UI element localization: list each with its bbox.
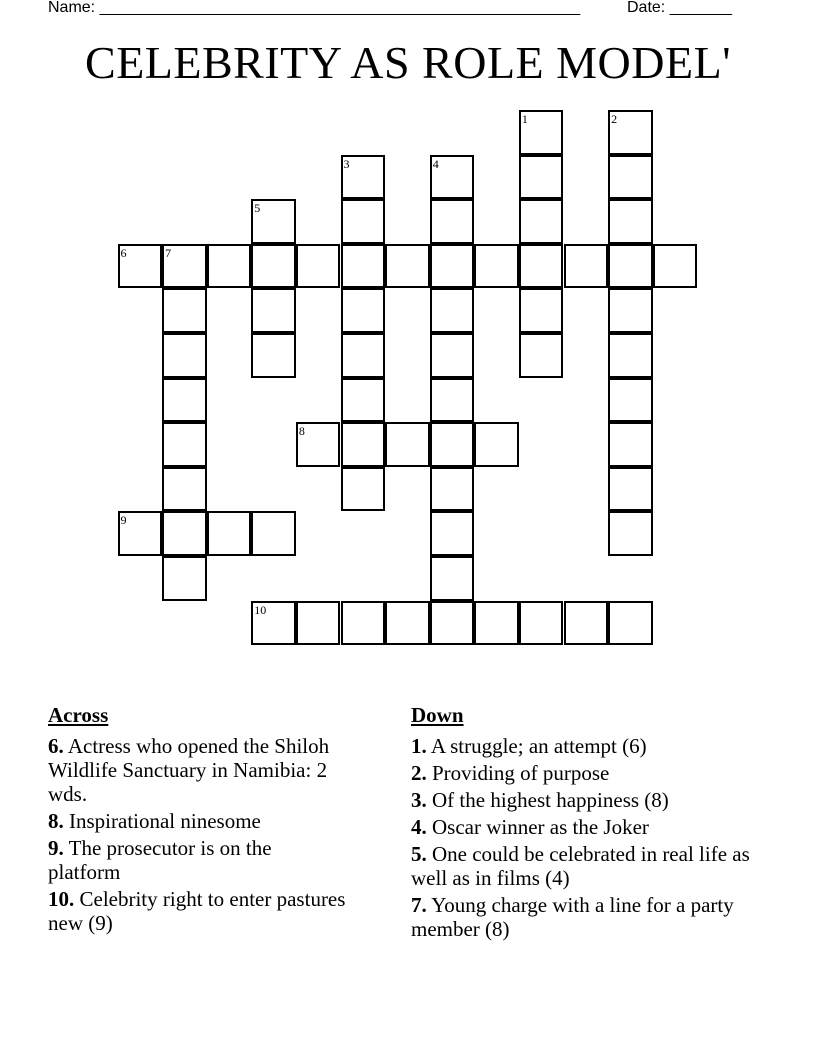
clue-number: 1. (411, 734, 427, 758)
grid-cell[interactable] (162, 556, 207, 601)
grid-cell[interactable] (162, 511, 207, 556)
down-clue (411, 788, 751, 812)
grid-cell[interactable] (251, 601, 296, 646)
grid-cell[interactable] (608, 155, 653, 200)
grid-cell[interactable] (430, 467, 475, 512)
down-clue (411, 842, 751, 890)
across-clue (48, 887, 348, 935)
grid-cell[interactable] (430, 601, 475, 646)
grid-cell[interactable] (118, 511, 163, 556)
clue-number: 4. (411, 815, 427, 839)
grid-cell[interactable] (251, 199, 296, 244)
grid-cell[interactable] (341, 378, 386, 423)
grid-cell[interactable] (162, 467, 207, 512)
grid-cell[interactable] (430, 244, 475, 289)
grid-cell[interactable] (296, 601, 341, 646)
grid-cell[interactable] (430, 199, 475, 244)
grid-cell[interactable] (385, 244, 430, 289)
grid-cell[interactable] (162, 378, 207, 423)
grid-cell[interactable] (207, 244, 252, 289)
grid-cell[interactable] (608, 378, 653, 423)
grid-cell[interactable] (430, 155, 475, 200)
grid-cell[interactable] (608, 244, 653, 289)
cell-number: 4 (432, 156, 439, 171)
across-clues (48, 703, 348, 938)
grid-cell[interactable] (251, 288, 296, 333)
grid-cell[interactable] (608, 467, 653, 512)
grid-cell[interactable] (296, 244, 341, 289)
grid-cell[interactable] (341, 422, 386, 467)
clue-text: Providing of purpose (432, 761, 610, 785)
cell-number: 10 (254, 602, 267, 617)
clue-text: Celebrity right to enter pastures new (9) (48, 887, 346, 935)
clue-number: 8. (48, 809, 64, 833)
cell-number: 9 (120, 513, 127, 528)
cell-number: 7 (165, 245, 172, 260)
grid-cell[interactable] (608, 601, 653, 646)
grid-cell[interactable] (430, 288, 475, 333)
cell-number: 6 (120, 245, 127, 260)
clue-number: 10. (48, 887, 75, 911)
down-clue (411, 893, 751, 941)
grid-cell[interactable] (207, 511, 252, 556)
grid-cell[interactable] (474, 244, 519, 289)
clue-number: 9. (48, 836, 64, 860)
across-clue (48, 734, 348, 806)
grid-cell[interactable] (564, 601, 609, 646)
down-clue (411, 734, 751, 758)
down-clue (411, 761, 751, 785)
grid-cell[interactable] (519, 288, 564, 333)
date-field[interactable]: Date: _______ (627, 0, 732, 16)
clue-number: 5. (411, 842, 427, 866)
grid-cell[interactable] (474, 601, 519, 646)
grid-cell[interactable] (341, 288, 386, 333)
cell-number: 8 (298, 424, 305, 439)
grid-cell[interactable] (341, 155, 386, 200)
clue-number: 7. (411, 893, 427, 917)
clue-text: Young charge with a line for a party member (8) (411, 893, 734, 941)
grid-cell[interactable] (608, 422, 653, 467)
clue-number: 3. (411, 788, 427, 812)
name-field[interactable]: Name: ______________________________________________________ (48, 0, 581, 16)
grid-cell[interactable] (385, 422, 430, 467)
grid-cell[interactable] (251, 511, 296, 556)
grid-cell[interactable] (430, 511, 475, 556)
clue-number: 2. (411, 761, 427, 785)
grid-cell[interactable] (519, 601, 564, 646)
across-heading: Across (48, 703, 109, 727)
grid-cell[interactable] (519, 199, 564, 244)
grid-cell[interactable] (653, 244, 698, 289)
grid-cell[interactable] (341, 601, 386, 646)
down-clues (411, 703, 751, 944)
puzzle-title: CELEBRITY AS ROLE MODEL' (85, 37, 731, 88)
down-heading: Down (411, 703, 464, 727)
grid-cell[interactable] (564, 244, 609, 289)
grid-cell[interactable] (251, 244, 296, 289)
grid-cell[interactable] (519, 110, 564, 155)
grid-cell[interactable] (341, 333, 386, 378)
grid-cell[interactable] (608, 511, 653, 556)
clue-text: One could be celebrated in real life as well as in films (4) (411, 842, 750, 890)
grid-cell[interactable] (118, 244, 163, 289)
grid-cell[interactable] (296, 422, 341, 467)
grid-cell[interactable] (608, 288, 653, 333)
grid-cell[interactable] (162, 244, 207, 289)
clue-text: Inspirational ninesome (69, 809, 261, 833)
clue-text: Of the highest happiness (8) (432, 788, 669, 812)
across-clue (48, 836, 348, 884)
grid-cell[interactable] (519, 244, 564, 289)
grid-cell[interactable] (341, 199, 386, 244)
clue-text: Oscar winner as the Joker (432, 815, 649, 839)
grid-cell[interactable] (341, 467, 386, 512)
clue-text: Actress who opened the Shiloh Wildlife Sanctuary in Namibia: 2 wds. (48, 734, 330, 806)
grid-cell[interactable] (162, 288, 207, 333)
cell-number: 5 (254, 201, 261, 216)
grid-cell[interactable] (608, 333, 653, 378)
grid-cell[interactable] (430, 422, 475, 467)
clue-text: A struggle; an attempt (6) (430, 734, 647, 758)
grid-cell[interactable] (519, 155, 564, 200)
grid-cell[interactable] (474, 422, 519, 467)
grid-cell[interactable] (162, 422, 207, 467)
clue-text: The prosecutor is on the platform (48, 836, 272, 884)
grid-cell[interactable] (251, 333, 296, 378)
cell-number: 3 (343, 156, 350, 171)
across-clue (48, 809, 348, 833)
grid-cell[interactable] (341, 244, 386, 289)
grid-cell[interactable] (430, 556, 475, 601)
grid-cell[interactable] (430, 333, 475, 378)
grid-cell[interactable] (519, 333, 564, 378)
cell-number: 2 (611, 112, 618, 126)
grid-cell[interactable] (608, 110, 653, 155)
grid-cell[interactable] (162, 333, 207, 378)
grid-cell[interactable] (608, 199, 653, 244)
cell-number: 1 (521, 112, 528, 126)
clue-number: 6. (48, 734, 64, 758)
grid-cell[interactable] (430, 378, 475, 423)
grid-cell[interactable] (385, 601, 430, 646)
down-clue (411, 815, 751, 839)
